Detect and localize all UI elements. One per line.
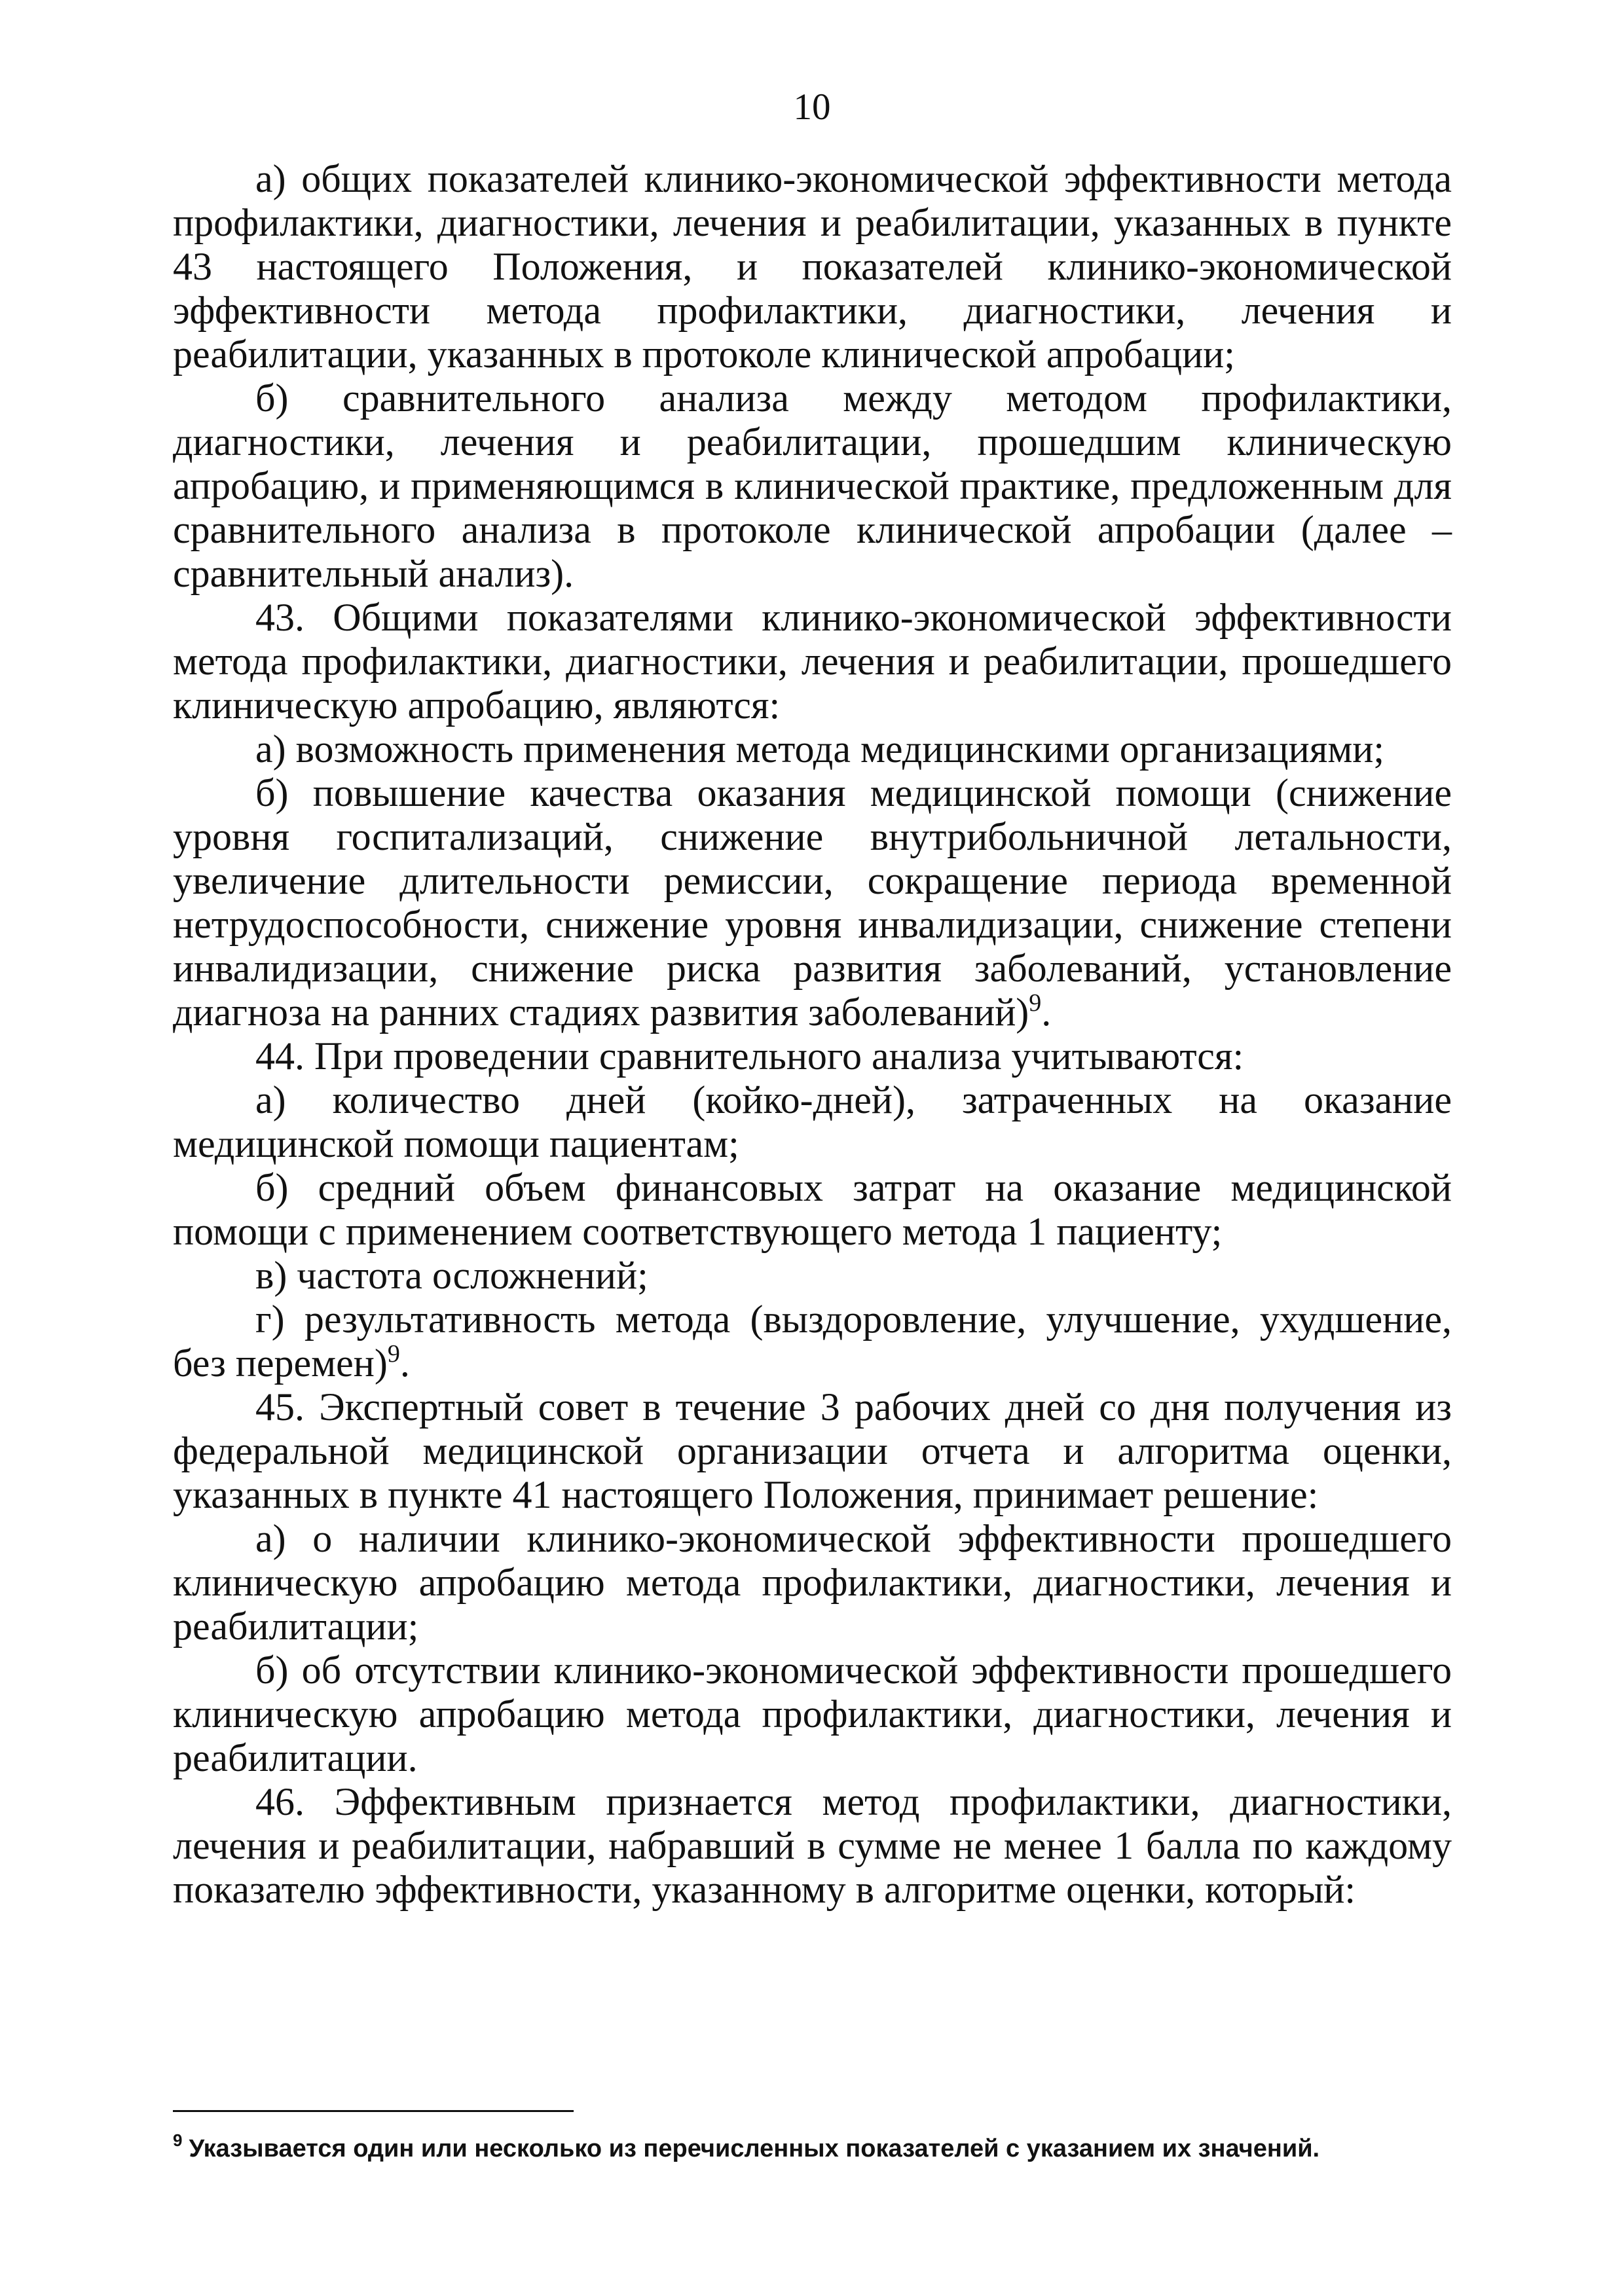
paragraph: б) об отсутствии клинико-экономической эффективности прошедшего клиническую апробацию метода профилактики, диагностики, лечения и реабилитации. bbox=[173, 1649, 1452, 1779]
body-text bbox=[173, 157, 1452, 1912]
paragraph: 43. Общими показателями клинико-экономической эффективности метода профилактики, диагностики, лечения и реабилитации, прошедшего клиническую апробацию, являются: bbox=[173, 596, 1452, 727]
footnote bbox=[173, 2130, 1452, 2164]
footnote-marker: 9 bbox=[173, 2130, 183, 2150]
paragraph: 44. При проведении сравнительного анализа учитываются: bbox=[255, 1034, 1244, 1078]
paragraph: б) повышение качества оказания медицинской помощи (снижение уровня госпитализаций, снижение внутрибольничной летальности, увеличение длительности ремиссии, сокращение периода временной нетрудоспособности, снижение уровня инвалидизации, снижение степени инвалидизации, снижение риска развития заболеваний, установление диагноза на ранних стадиях развития заболеваний)$^9$. bbox=[173, 771, 1452, 1034]
page-number: 10 bbox=[793, 86, 831, 128]
paragraph: в) частота осложнений; bbox=[255, 1254, 648, 1297]
paragraph: а) о наличии клинико-экономической эффективности прошедшего клиническую апробацию метода профилактики, диагностики, лечения и реабилитации; bbox=[173, 1517, 1452, 1648]
paragraph: б) средний объем финансовых затрат на оказание медицинской помощи с применением соответствующего метода 1 пациенту; bbox=[173, 1166, 1452, 1253]
paragraph: а) общих показателей клинико-экономической эффективности метода профилактики, диагностики, лечения и реабилитации, указанных в пункте 43 настоящего Положения, и показателей клинико-экономической эффективности метода профилактики, диагностики, лечения и реабилитации, указанных в протоколе клинической апробации; bbox=[173, 157, 1452, 376]
paragraph: г) результативность метода (выздоровление, улучшение, ухудшение, без перемен)$^9$. bbox=[173, 1298, 1452, 1385]
paragraph: 46. Эффективным признается метод профилактики, диагностики, лечения и реабилитации, набравший в сумме не менее 1 балла по каждому показателю эффективности, указанному в алгоритме оценки, который: bbox=[173, 1780, 1452, 1911]
paragraph: б) сравнительного анализа между методом профилактики, диагностики, лечения и реабилитации, прошедшим клиническую апробацию, и применяющимся в клинической практике, предложенным для сравнительного анализа в протоколе клинической апробации (далее – сравнительный анализ). bbox=[173, 376, 1452, 595]
footnote-separator bbox=[173, 2110, 574, 2112]
paragraph: а) возможность применения метода медицинскими организациями; bbox=[255, 727, 1385, 771]
paragraph: а) количество дней (койко-дней), затраченных на оказание медицинской помощи пациентам; bbox=[173, 1078, 1452, 1165]
paragraph: 45. Экспертный совет в течение 3 рабочих дней со дня получения из федеральной медицинской организации отчета и алгоритма оценки, указанных в пункте 41 настоящего Положения, принимает решение: bbox=[173, 1385, 1452, 1516]
footnote-reference[interactable]: 9 bbox=[1029, 989, 1042, 1017]
footnote-reference[interactable]: 9 bbox=[387, 1340, 400, 1368]
footnote-text: Указывается один или несколько из перечисленных показателей с указанием их значений. bbox=[189, 2135, 1320, 2162]
